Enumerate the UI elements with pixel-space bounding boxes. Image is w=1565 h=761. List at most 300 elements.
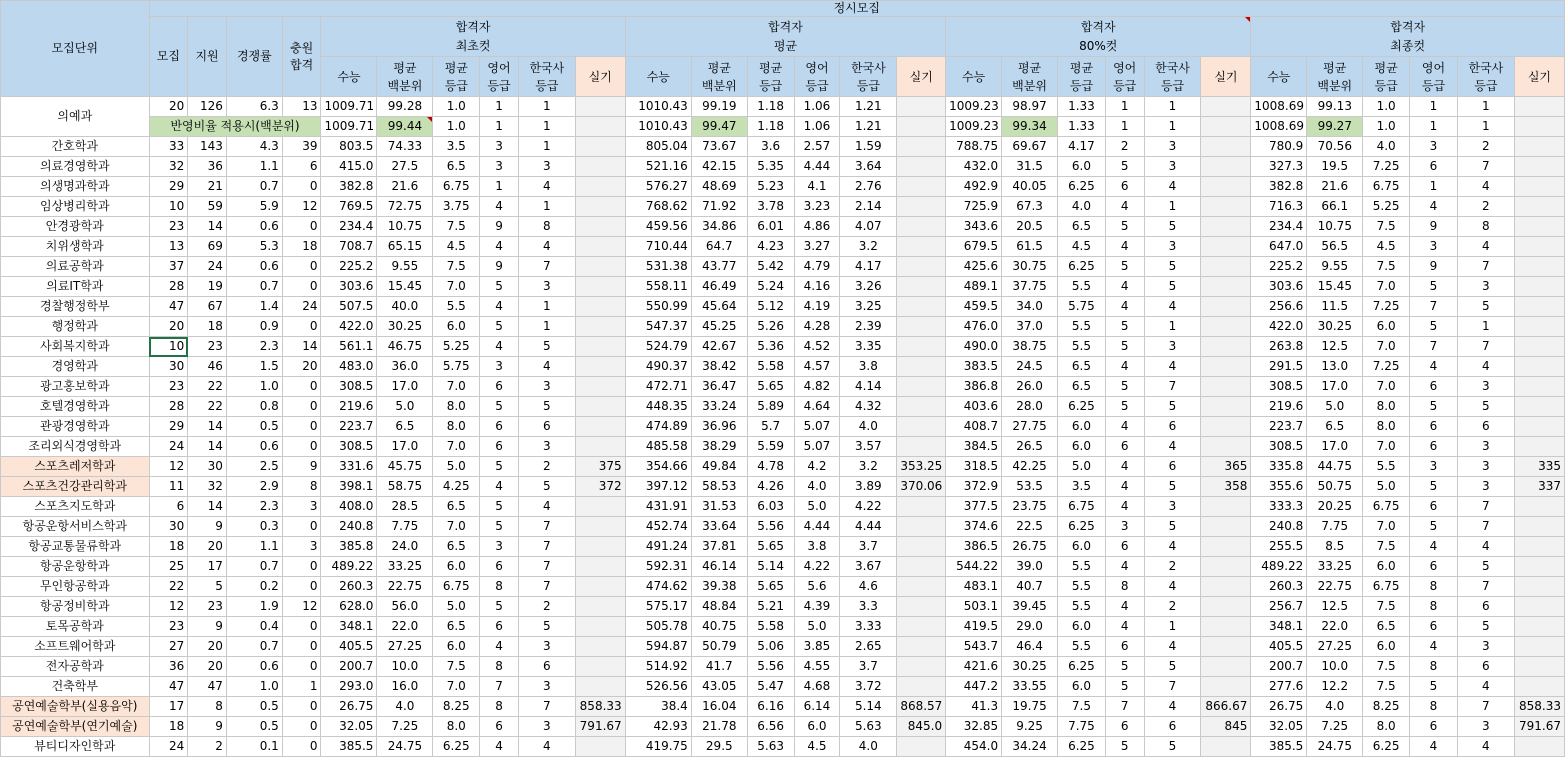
data-cell[interactable]: 225.2 bbox=[321, 257, 377, 277]
data-cell[interactable]: 780.9 bbox=[1251, 137, 1307, 157]
data-cell[interactable]: 375 bbox=[575, 457, 625, 477]
data-cell[interactable]: 14 bbox=[188, 437, 227, 457]
data-cell[interactable]: 6 bbox=[1105, 177, 1144, 197]
data-cell[interactable]: 26.5 bbox=[1002, 437, 1058, 457]
data-cell[interactable]: 1 bbox=[282, 677, 321, 697]
data-cell[interactable]: 291.5 bbox=[1251, 357, 1307, 377]
data-cell[interactable]: 3.23 bbox=[794, 197, 840, 217]
data-cell[interactable]: 7.0 bbox=[1363, 437, 1410, 457]
data-cell[interactable]: 46.14 bbox=[691, 557, 747, 577]
data-cell[interactable]: 6 bbox=[480, 417, 519, 437]
data-cell[interactable]: 6.25 bbox=[1058, 517, 1106, 537]
data-cell[interactable]: 6 bbox=[1457, 417, 1514, 437]
data-cell[interactable]: 4 bbox=[1105, 237, 1144, 257]
data-cell[interactable]: 6.0 bbox=[1058, 537, 1106, 557]
data-cell[interactable]: 69 bbox=[188, 237, 227, 257]
data-cell[interactable]: 4 bbox=[1144, 357, 1201, 377]
data-cell[interactable]: 858.33 bbox=[1514, 697, 1564, 717]
data-cell[interactable] bbox=[1514, 497, 1564, 517]
data-cell[interactable]: 3.64 bbox=[840, 157, 897, 177]
data-cell[interactable]: 4 bbox=[1144, 437, 1201, 457]
data-cell[interactable]: 33.64 bbox=[691, 517, 747, 537]
data-cell[interactable]: 7 bbox=[1105, 697, 1144, 717]
data-cell[interactable]: 3.33 bbox=[840, 617, 897, 637]
data-cell[interactable]: 348.1 bbox=[1251, 617, 1307, 637]
data-cell[interactable]: 240.8 bbox=[1251, 517, 1307, 537]
data-cell[interactable]: 6 bbox=[1144, 417, 1201, 437]
data-cell[interactable]: 29.0 bbox=[1002, 617, 1058, 637]
data-cell[interactable]: 4 bbox=[1105, 477, 1144, 497]
data-cell[interactable]: 5.0 bbox=[1058, 457, 1106, 477]
data-cell[interactable]: 0 bbox=[282, 317, 321, 337]
data-cell[interactable]: 543.7 bbox=[946, 637, 1002, 657]
score-cell[interactable]: 1 bbox=[1410, 97, 1458, 117]
data-cell[interactable]: 12 bbox=[149, 457, 188, 477]
data-cell[interactable]: 219.6 bbox=[321, 397, 377, 417]
data-cell[interactable]: 7 bbox=[1457, 497, 1514, 517]
data-cell[interactable]: 5.89 bbox=[747, 397, 794, 417]
data-cell[interactable]: 4.78 bbox=[747, 457, 794, 477]
data-cell[interactable]: 34.24 bbox=[1002, 737, 1058, 757]
data-cell[interactable] bbox=[1514, 637, 1564, 657]
data-cell[interactable]: 3.67 bbox=[840, 557, 897, 577]
data-cell[interactable]: 6.0 bbox=[1058, 617, 1106, 637]
data-cell[interactable]: 3 bbox=[518, 157, 575, 177]
data-cell[interactable]: 47 bbox=[149, 297, 188, 317]
data-cell[interactable]: 0.6 bbox=[226, 657, 282, 677]
data-cell[interactable]: 6.25 bbox=[433, 737, 480, 757]
data-cell[interactable]: 44.75 bbox=[1307, 457, 1363, 477]
data-cell[interactable]: 66.1 bbox=[1307, 197, 1363, 217]
data-cell[interactable]: 6 bbox=[282, 157, 321, 177]
data-cell[interactable]: 40.75 bbox=[691, 617, 747, 637]
data-cell[interactable]: 791.67 bbox=[575, 717, 625, 737]
data-cell[interactable]: 293.0 bbox=[321, 677, 377, 697]
data-cell[interactable]: 385.5 bbox=[1251, 737, 1307, 757]
data-cell[interactable]: 5.63 bbox=[747, 737, 794, 757]
data-cell[interactable]: 32.85 bbox=[946, 717, 1002, 737]
data-cell[interactable]: 24 bbox=[188, 257, 227, 277]
data-cell[interactable] bbox=[575, 577, 625, 597]
data-cell[interactable]: 7 bbox=[1144, 377, 1201, 397]
data-cell[interactable]: 1.4 bbox=[226, 297, 282, 317]
data-cell[interactable]: 0.5 bbox=[226, 417, 282, 437]
data-cell[interactable]: 4.3 bbox=[226, 137, 282, 157]
data-cell[interactable]: 7 bbox=[518, 557, 575, 577]
data-cell[interactable]: 8.0 bbox=[433, 397, 480, 417]
data-cell[interactable]: 1 bbox=[1144, 197, 1201, 217]
data-cell[interactable]: 3.26 bbox=[840, 277, 897, 297]
data-cell[interactable]: 58.75 bbox=[377, 477, 433, 497]
data-cell[interactable]: 15.45 bbox=[377, 277, 433, 297]
data-cell[interactable]: 5 bbox=[1144, 257, 1201, 277]
data-cell[interactable]: 23.75 bbox=[1002, 497, 1058, 517]
data-cell[interactable]: 1.5 bbox=[226, 357, 282, 377]
data-cell[interactable]: 5 bbox=[1457, 397, 1514, 417]
data-cell[interactable]: 5 bbox=[188, 577, 227, 597]
data-cell[interactable]: 4.86 bbox=[794, 217, 840, 237]
data-cell[interactable] bbox=[1514, 337, 1564, 357]
data-cell[interactable]: 56.5 bbox=[1307, 237, 1363, 257]
data-cell[interactable] bbox=[1514, 677, 1564, 697]
data-cell[interactable]: 6 bbox=[1410, 557, 1458, 577]
data-cell[interactable]: 27.25 bbox=[1307, 637, 1363, 657]
score-cell[interactable]: 99.28 bbox=[377, 97, 433, 117]
data-cell[interactable]: 348.1 bbox=[321, 617, 377, 637]
data-cell[interactable]: 45.25 bbox=[691, 317, 747, 337]
score-cell[interactable]: 1009.23 bbox=[946, 117, 1002, 137]
score-cell[interactable]: 1 bbox=[1105, 97, 1144, 117]
data-cell[interactable]: 2.65 bbox=[840, 637, 897, 657]
data-cell[interactable] bbox=[575, 277, 625, 297]
data-cell[interactable]: 483.1 bbox=[946, 577, 1002, 597]
data-cell[interactable]: 5 bbox=[1105, 657, 1144, 677]
data-cell[interactable]: 20 bbox=[188, 637, 227, 657]
data-cell[interactable] bbox=[897, 257, 946, 277]
data-cell[interactable] bbox=[1201, 737, 1251, 757]
data-cell[interactable] bbox=[1201, 397, 1251, 417]
data-cell[interactable]: 4.64 bbox=[794, 397, 840, 417]
data-cell[interactable]: 3 bbox=[518, 377, 575, 397]
data-cell[interactable]: 4 bbox=[1105, 617, 1144, 637]
data-cell[interactable]: 3.8 bbox=[794, 537, 840, 557]
data-cell[interactable]: 42.67 bbox=[691, 337, 747, 357]
data-cell[interactable] bbox=[1201, 277, 1251, 297]
data-cell[interactable]: 803.5 bbox=[321, 137, 377, 157]
data-cell[interactable] bbox=[897, 557, 946, 577]
data-cell[interactable]: 38.42 bbox=[691, 357, 747, 377]
data-cell[interactable]: 1 bbox=[518, 317, 575, 337]
data-cell[interactable]: 5.5 bbox=[1058, 337, 1106, 357]
data-cell[interactable]: 4.5 bbox=[794, 737, 840, 757]
data-cell[interactable]: 526.56 bbox=[625, 677, 691, 697]
data-cell[interactable]: 0 bbox=[282, 617, 321, 637]
data-cell[interactable]: 3 bbox=[1410, 137, 1458, 157]
data-cell[interactable] bbox=[897, 637, 946, 657]
data-cell[interactable]: 5 bbox=[1144, 657, 1201, 677]
data-cell[interactable]: 3 bbox=[1144, 157, 1201, 177]
data-cell[interactable]: 10.75 bbox=[1307, 217, 1363, 237]
data-cell[interactable]: 256.6 bbox=[1251, 297, 1307, 317]
data-cell[interactable]: 6.5 bbox=[1363, 617, 1410, 637]
data-cell[interactable]: 39 bbox=[282, 137, 321, 157]
data-cell[interactable]: 868.57 bbox=[897, 697, 946, 717]
data-cell[interactable]: 240.8 bbox=[321, 517, 377, 537]
data-cell[interactable] bbox=[1514, 317, 1564, 337]
data-cell[interactable]: 4 bbox=[1105, 277, 1144, 297]
data-cell[interactable]: 24.0 bbox=[377, 537, 433, 557]
data-cell[interactable] bbox=[897, 597, 946, 617]
data-cell[interactable]: 20.5 bbox=[1002, 217, 1058, 237]
data-cell[interactable]: 6.56 bbox=[747, 717, 794, 737]
data-cell[interactable]: 5.24 bbox=[747, 277, 794, 297]
data-cell[interactable]: 6.0 bbox=[1058, 677, 1106, 697]
data-cell[interactable]: 6 bbox=[1410, 157, 1458, 177]
data-cell[interactable]: 4 bbox=[1457, 537, 1514, 557]
data-cell[interactable]: 354.66 bbox=[625, 457, 691, 477]
data-cell[interactable]: 30 bbox=[149, 517, 188, 537]
data-cell[interactable]: 3.72 bbox=[840, 677, 897, 697]
data-cell[interactable]: 503.1 bbox=[946, 597, 1002, 617]
data-cell[interactable]: 489.1 bbox=[946, 277, 1002, 297]
data-cell[interactable]: 4 bbox=[1105, 457, 1144, 477]
data-cell[interactable]: 45.64 bbox=[691, 297, 747, 317]
data-cell[interactable]: 43.77 bbox=[691, 257, 747, 277]
data-cell[interactable]: 65.15 bbox=[377, 237, 433, 257]
data-cell[interactable]: 866.67 bbox=[1201, 697, 1251, 717]
score-cell[interactable]: 1.33 bbox=[1058, 97, 1106, 117]
data-cell[interactable]: 5.14 bbox=[747, 557, 794, 577]
data-cell[interactable]: 41.7 bbox=[691, 657, 747, 677]
data-cell[interactable]: 7.5 bbox=[433, 657, 480, 677]
data-cell[interactable]: 303.6 bbox=[1251, 277, 1307, 297]
data-cell[interactable]: 30 bbox=[149, 357, 188, 377]
data-cell[interactable]: 5 bbox=[518, 397, 575, 417]
data-cell[interactable]: 8.0 bbox=[433, 717, 480, 737]
data-cell[interactable] bbox=[1514, 557, 1564, 577]
score-cell[interactable]: 1 bbox=[1457, 117, 1514, 137]
data-cell[interactable]: 4 bbox=[1457, 357, 1514, 377]
data-cell[interactable]: 3.8 bbox=[840, 357, 897, 377]
data-cell[interactable]: 7 bbox=[1457, 517, 1514, 537]
data-cell[interactable]: 5.0 bbox=[1307, 397, 1363, 417]
data-cell[interactable]: 11 bbox=[149, 477, 188, 497]
score-cell[interactable]: 1 bbox=[480, 97, 519, 117]
recruit-cell[interactable]: 20 bbox=[149, 97, 188, 117]
data-cell[interactable]: 4 bbox=[1105, 417, 1144, 437]
data-cell[interactable]: 791.67 bbox=[1514, 717, 1564, 737]
data-cell[interactable]: 5.0 bbox=[433, 457, 480, 477]
data-cell[interactable]: 0.5 bbox=[226, 697, 282, 717]
data-cell[interactable]: 4.32 bbox=[840, 397, 897, 417]
data-cell[interactable]: 28.0 bbox=[1002, 397, 1058, 417]
data-cell[interactable]: 3 bbox=[480, 157, 519, 177]
data-cell[interactable]: 4 bbox=[1144, 697, 1201, 717]
data-cell[interactable]: 73.67 bbox=[691, 137, 747, 157]
data-cell[interactable]: 490.37 bbox=[625, 357, 691, 377]
data-cell[interactable]: 7.5 bbox=[1363, 257, 1410, 277]
data-cell[interactable] bbox=[1201, 197, 1251, 217]
score-cell[interactable] bbox=[1201, 117, 1251, 137]
data-cell[interactable]: 1 bbox=[1144, 617, 1201, 637]
data-cell[interactable]: 18 bbox=[149, 717, 188, 737]
data-cell[interactable]: 225.2 bbox=[1251, 257, 1307, 277]
data-cell[interactable] bbox=[575, 157, 625, 177]
data-cell[interactable]: 17.0 bbox=[377, 437, 433, 457]
data-cell[interactable]: 5 bbox=[518, 477, 575, 497]
data-cell[interactable]: 22.75 bbox=[377, 577, 433, 597]
data-cell[interactable]: 56.0 bbox=[377, 597, 433, 617]
score-cell[interactable] bbox=[575, 97, 625, 117]
data-cell[interactable]: 343.6 bbox=[946, 217, 1002, 237]
data-cell[interactable]: 12 bbox=[282, 597, 321, 617]
data-cell[interactable]: 46.49 bbox=[691, 277, 747, 297]
score-cell[interactable]: 1.33 bbox=[1058, 117, 1106, 137]
data-cell[interactable]: 6 bbox=[480, 617, 519, 637]
data-cell[interactable]: 5.0 bbox=[794, 617, 840, 637]
data-cell[interactable]: 9.55 bbox=[377, 257, 433, 277]
data-cell[interactable]: 8 bbox=[1105, 577, 1144, 597]
data-cell[interactable]: 303.6 bbox=[321, 277, 377, 297]
data-cell[interactable]: 489.22 bbox=[321, 557, 377, 577]
data-cell[interactable]: 421.6 bbox=[946, 657, 1002, 677]
data-cell[interactable]: 3 bbox=[282, 497, 321, 517]
data-cell[interactable]: 4.17 bbox=[1058, 137, 1106, 157]
data-cell[interactable]: 46.75 bbox=[377, 337, 433, 357]
data-cell[interactable]: 4.44 bbox=[840, 517, 897, 537]
score-cell[interactable]: 1.0 bbox=[433, 97, 480, 117]
data-cell[interactable]: 422.0 bbox=[321, 317, 377, 337]
data-cell[interactable]: 1 bbox=[480, 177, 519, 197]
data-cell[interactable]: 5.65 bbox=[747, 537, 794, 557]
data-cell[interactable]: 318.5 bbox=[946, 457, 1002, 477]
data-cell[interactable]: 4.22 bbox=[794, 557, 840, 577]
data-cell[interactable]: 22.0 bbox=[377, 617, 433, 637]
data-cell[interactable]: 8.0 bbox=[1363, 417, 1410, 437]
data-cell[interactable]: 7.25 bbox=[1363, 357, 1410, 377]
data-cell[interactable]: 3.78 bbox=[747, 197, 794, 217]
data-cell[interactable] bbox=[897, 297, 946, 317]
data-cell[interactable]: 408.7 bbox=[946, 417, 1002, 437]
data-cell[interactable]: 38.75 bbox=[1002, 337, 1058, 357]
data-cell[interactable]: 9 bbox=[480, 217, 519, 237]
data-cell[interactable]: 14 bbox=[188, 217, 227, 237]
data-cell[interactable]: 59 bbox=[188, 197, 227, 217]
data-cell[interactable]: 6.5 bbox=[1058, 357, 1106, 377]
data-cell[interactable]: 647.0 bbox=[1251, 237, 1307, 257]
data-cell[interactable]: 31.53 bbox=[691, 497, 747, 517]
data-cell[interactable]: 4.79 bbox=[794, 257, 840, 277]
data-cell[interactable] bbox=[1201, 217, 1251, 237]
data-cell[interactable]: 5 bbox=[480, 497, 519, 517]
data-cell[interactable]: 398.1 bbox=[321, 477, 377, 497]
data-cell[interactable] bbox=[1201, 137, 1251, 157]
data-cell[interactable]: 6.0 bbox=[1363, 637, 1410, 657]
data-cell[interactable]: 7.5 bbox=[433, 257, 480, 277]
data-cell[interactable]: 3 bbox=[1410, 237, 1458, 257]
data-cell[interactable]: 6.25 bbox=[1058, 177, 1106, 197]
data-cell[interactable] bbox=[575, 357, 625, 377]
data-cell[interactable]: 5.75 bbox=[433, 357, 480, 377]
data-cell[interactable]: 5.0 bbox=[377, 397, 433, 417]
data-cell[interactable]: 50.79 bbox=[691, 637, 747, 657]
data-cell[interactable]: 32 bbox=[149, 157, 188, 177]
data-cell[interactable]: 26.75 bbox=[1251, 697, 1307, 717]
data-cell[interactable]: 5.06 bbox=[747, 637, 794, 657]
data-cell[interactable]: 28.5 bbox=[377, 497, 433, 517]
data-cell[interactable]: 70.56 bbox=[1307, 137, 1363, 157]
data-cell[interactable]: 39.38 bbox=[691, 577, 747, 597]
data-cell[interactable]: 14 bbox=[188, 497, 227, 517]
data-cell[interactable]: 6 bbox=[1105, 437, 1144, 457]
data-cell[interactable] bbox=[575, 217, 625, 237]
data-cell[interactable]: 6.0 bbox=[433, 317, 480, 337]
data-cell[interactable]: 5.25 bbox=[433, 337, 480, 357]
data-cell[interactable]: 0 bbox=[282, 397, 321, 417]
data-cell[interactable] bbox=[897, 137, 946, 157]
data-cell[interactable]: 2.39 bbox=[840, 317, 897, 337]
data-cell[interactable]: 260.3 bbox=[1251, 577, 1307, 597]
data-cell[interactable] bbox=[897, 237, 946, 257]
data-cell[interactable]: 382.8 bbox=[1251, 177, 1307, 197]
data-cell[interactable]: 788.75 bbox=[946, 137, 1002, 157]
data-cell[interactable]: 4 bbox=[480, 237, 519, 257]
data-cell[interactable]: 3 bbox=[518, 717, 575, 737]
data-cell[interactable]: 474.89 bbox=[625, 417, 691, 437]
data-cell[interactable]: 5.35 bbox=[747, 157, 794, 177]
score-cell[interactable] bbox=[897, 97, 946, 117]
data-cell[interactable]: 3 bbox=[518, 437, 575, 457]
data-cell[interactable]: 459.56 bbox=[625, 217, 691, 237]
score-cell[interactable]: 1009.71 bbox=[321, 97, 377, 117]
data-cell[interactable]: 53.5 bbox=[1002, 477, 1058, 497]
data-cell[interactable]: 8 bbox=[282, 477, 321, 497]
data-cell[interactable]: 6.75 bbox=[433, 577, 480, 597]
data-cell[interactable]: 26.75 bbox=[321, 697, 377, 717]
data-cell[interactable]: 37.0 bbox=[1002, 317, 1058, 337]
score-cell[interactable]: 1.0 bbox=[433, 117, 480, 137]
data-cell[interactable]: 5.63 bbox=[840, 717, 897, 737]
data-cell[interactable]: 0 bbox=[282, 177, 321, 197]
data-cell[interactable]: 308.5 bbox=[321, 377, 377, 397]
data-cell[interactable]: 17 bbox=[188, 557, 227, 577]
data-cell[interactable]: 5 bbox=[1105, 337, 1144, 357]
data-cell[interactable] bbox=[1514, 397, 1564, 417]
data-cell[interactable]: 5.58 bbox=[747, 617, 794, 637]
data-cell[interactable]: 23 bbox=[149, 377, 188, 397]
data-cell[interactable]: 7.5 bbox=[433, 217, 480, 237]
score-cell[interactable]: 99.19 bbox=[691, 97, 747, 117]
data-cell[interactable]: 485.58 bbox=[625, 437, 691, 457]
data-cell[interactable] bbox=[575, 437, 625, 457]
data-cell[interactable]: 22 bbox=[149, 577, 188, 597]
data-cell[interactable]: 7.0 bbox=[1363, 277, 1410, 297]
data-cell[interactable]: 4 bbox=[480, 637, 519, 657]
data-cell[interactable]: 6 bbox=[518, 657, 575, 677]
data-cell[interactable]: 3 bbox=[1457, 377, 1514, 397]
data-cell[interactable]: 0 bbox=[282, 737, 321, 757]
data-cell[interactable] bbox=[897, 377, 946, 397]
data-cell[interactable]: 0.7 bbox=[226, 637, 282, 657]
data-cell[interactable]: 5 bbox=[1105, 737, 1144, 757]
data-cell[interactable] bbox=[575, 617, 625, 637]
data-cell[interactable] bbox=[1514, 517, 1564, 537]
data-cell[interactable]: 20 bbox=[188, 657, 227, 677]
data-cell[interactable]: 4 bbox=[1410, 357, 1458, 377]
data-cell[interactable] bbox=[575, 317, 625, 337]
data-cell[interactable]: 30.75 bbox=[1002, 257, 1058, 277]
data-cell[interactable]: 3 bbox=[1410, 457, 1458, 477]
data-cell[interactable]: 5 bbox=[1457, 557, 1514, 577]
data-cell[interactable] bbox=[575, 257, 625, 277]
data-cell[interactable]: 5.42 bbox=[747, 257, 794, 277]
data-cell[interactable]: 6.5 bbox=[433, 497, 480, 517]
data-cell[interactable]: 7 bbox=[518, 257, 575, 277]
data-cell[interactable]: 2 bbox=[1457, 197, 1514, 217]
data-cell[interactable]: 521.16 bbox=[625, 157, 691, 177]
data-cell[interactable]: 5 bbox=[480, 317, 519, 337]
data-cell[interactable] bbox=[1514, 197, 1564, 217]
score-cell[interactable]: 1 bbox=[1410, 117, 1458, 137]
data-cell[interactable]: 7.5 bbox=[1363, 657, 1410, 677]
data-cell[interactable] bbox=[575, 377, 625, 397]
data-cell[interactable]: 6.0 bbox=[1363, 317, 1410, 337]
data-cell[interactable]: 7.5 bbox=[1363, 217, 1410, 237]
data-cell[interactable]: 514.92 bbox=[625, 657, 691, 677]
data-cell[interactable]: 19.5 bbox=[1307, 157, 1363, 177]
data-cell[interactable] bbox=[1514, 617, 1564, 637]
data-cell[interactable]: 7 bbox=[518, 517, 575, 537]
